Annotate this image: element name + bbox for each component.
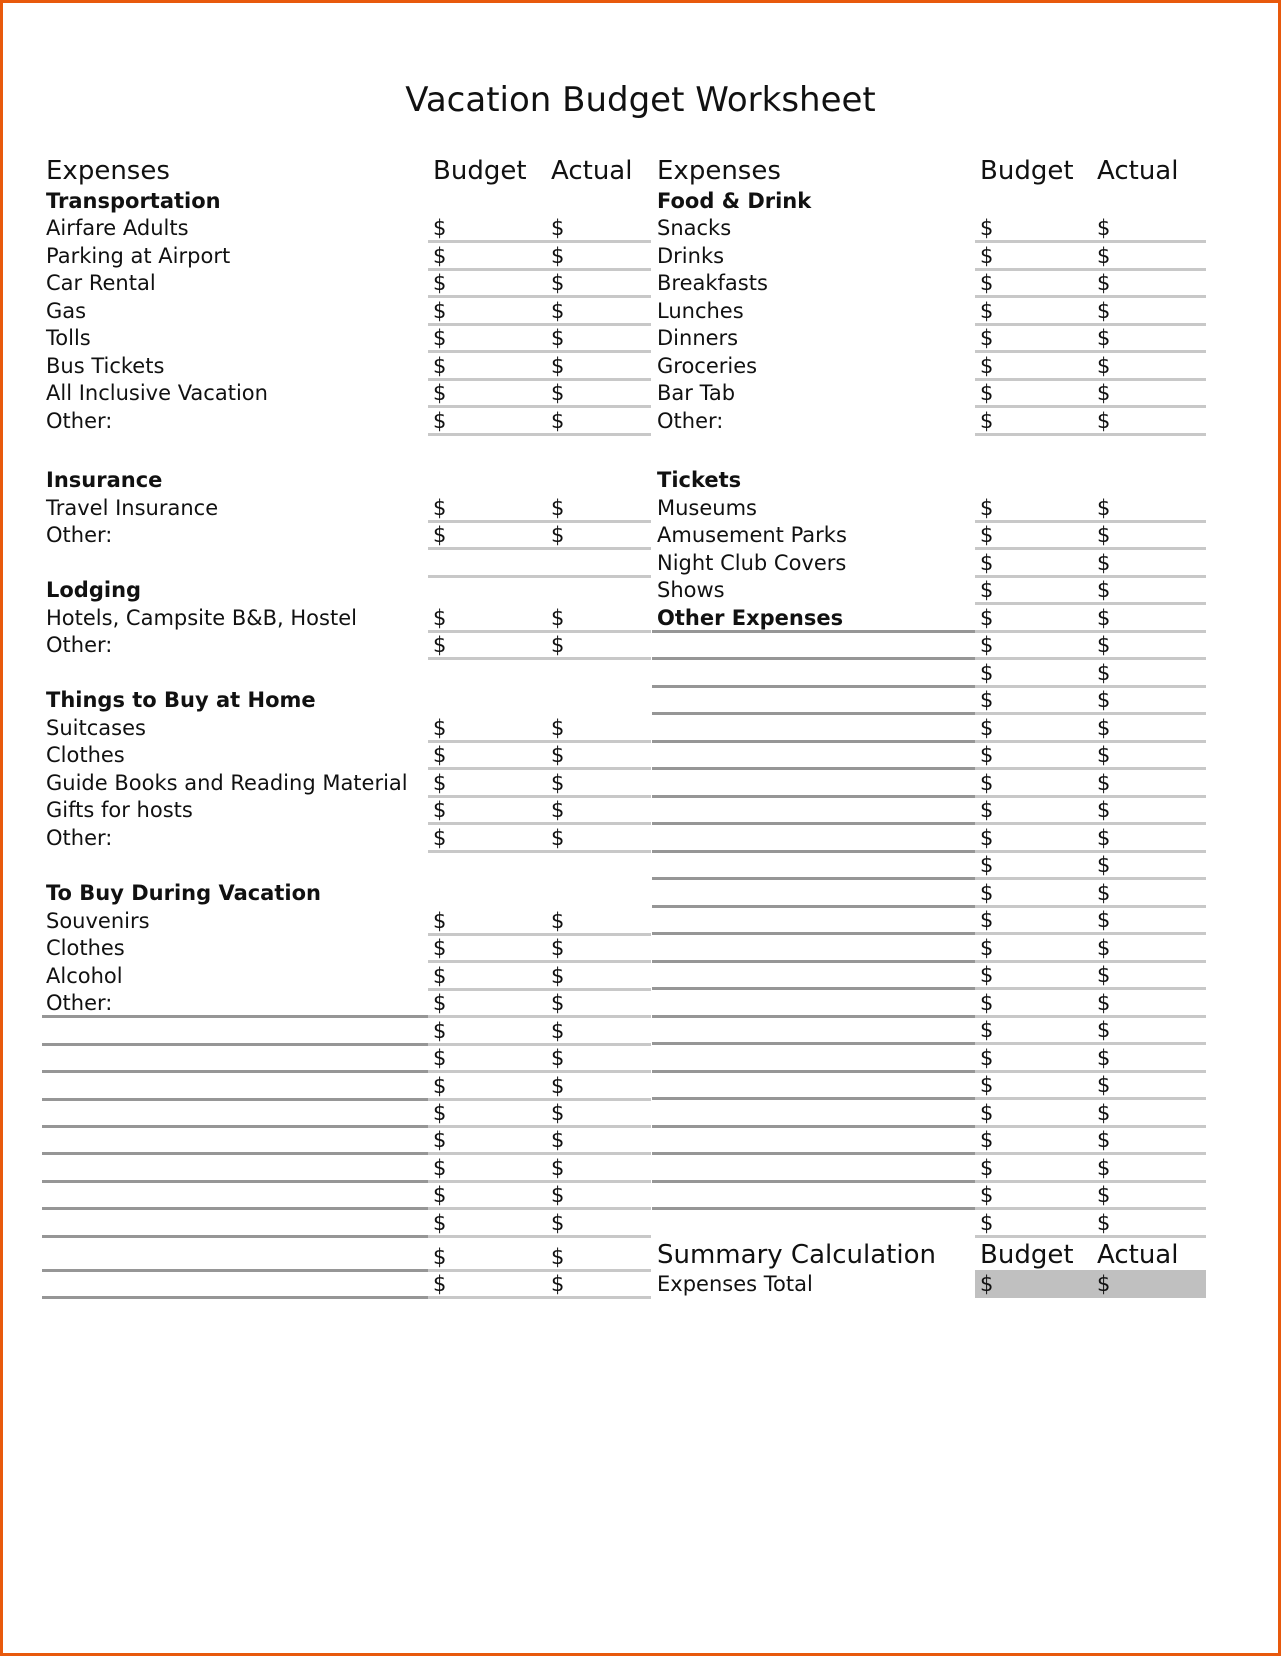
left-item-label: Alcohol <box>46 963 123 988</box>
left-item-label: Airfare Adults <box>46 216 189 241</box>
left-section-title: Things to Buy at Home <box>46 688 316 713</box>
left-expenses-header: Expenses <box>46 156 170 187</box>
row-underline <box>428 1043 651 1046</box>
row-underline <box>428 1125 651 1128</box>
row-underline <box>975 987 1206 990</box>
right-item-budget-field[interactable]: $ <box>980 243 994 268</box>
left-item-label: Other: <box>46 991 113 1016</box>
left-item-actual-field[interactable]: $ <box>551 408 565 433</box>
blank-label-underline <box>652 1070 975 1073</box>
expenses-total-cells <box>975 1270 1206 1298</box>
expenses-total-label: Expenses Total <box>657 1272 813 1297</box>
blank-label-underline <box>652 685 975 688</box>
right-item-actual-field[interactable]: $ <box>1097 408 1111 433</box>
right-blank-row-actual-field[interactable]: $ <box>1097 688 1111 713</box>
summary-title: Summary Calculation <box>657 1239 936 1270</box>
right-blank-row-actual-field[interactable]: $ <box>1097 715 1111 740</box>
row-underline <box>975 877 1206 880</box>
blank-label-underline <box>42 1207 428 1210</box>
right-item-actual-field[interactable]: $ <box>1097 550 1111 575</box>
page-title: Vacation Budget Worksheet <box>405 80 876 120</box>
right-section-title: Tickets <box>657 468 742 493</box>
row-underline <box>428 933 651 936</box>
right-blank-row-actual-field[interactable]: $ <box>1097 963 1111 988</box>
row-underline <box>975 547 1206 550</box>
right-item-label: Drinks <box>657 243 725 268</box>
left-item-actual-field[interactable]: $ <box>551 798 565 823</box>
blank-label-underline <box>652 1125 975 1128</box>
right-blank-row-actual-field[interactable]: $ <box>1097 990 1111 1015</box>
right-item-budget-field[interactable]: $ <box>980 381 994 406</box>
right-blank-row-actual-field[interactable]: $ <box>1097 880 1111 905</box>
other-expenses-row-actual-field[interactable]: $ <box>1097 605 1111 630</box>
right-actual-header: Actual <box>1097 156 1179 187</box>
left-item-budget-field[interactable]: $ <box>433 298 447 323</box>
left-item-budget-field[interactable]: $ <box>433 243 447 268</box>
left-item-budget-field[interactable]: $ <box>433 798 447 823</box>
left-item-budget-field[interactable]: $ <box>433 326 447 351</box>
row-underline <box>428 268 651 271</box>
row-underline <box>428 657 651 660</box>
row-underline <box>975 295 1206 298</box>
right-blank-row-actual-field[interactable]: $ <box>1097 908 1111 933</box>
row-underline <box>428 295 651 298</box>
right-item-label: Breakfasts <box>657 271 768 296</box>
right-blank-row-budget-field[interactable]: $ <box>980 1073 994 1098</box>
left-item-label: Other: <box>46 408 113 433</box>
blank-label-underline <box>652 850 975 853</box>
blank-label-underline <box>42 1015 428 1018</box>
left-blank-row-budget-field[interactable]: $ <box>433 1128 447 1153</box>
row-underline <box>428 1098 651 1101</box>
right-item-budget-field[interactable]: $ <box>980 550 994 575</box>
right-blank-row-budget-field[interactable]: $ <box>980 798 994 823</box>
right-item-budget-field[interactable]: $ <box>980 298 994 323</box>
row-underline <box>975 1180 1206 1183</box>
right-item-actual-field[interactable]: $ <box>1097 381 1111 406</box>
expenses-total-actual[interactable]: $ <box>1097 1272 1111 1297</box>
right-blank-row-actual-field[interactable]: $ <box>1097 1045 1111 1070</box>
row-underline <box>428 350 651 353</box>
right-item-label: Museums <box>657 495 757 520</box>
right-blank-row-actual-field[interactable]: $ <box>1097 1183 1111 1208</box>
right-expenses-header: Expenses <box>657 156 781 187</box>
left-item-actual-field[interactable]: $ <box>551 825 565 850</box>
row-underline <box>428 767 651 770</box>
left-item-label: Tolls <box>46 326 91 351</box>
blank-label-underline <box>652 877 975 880</box>
left-item-actual-field[interactable]: $ <box>551 495 565 520</box>
row-underline <box>975 268 1206 271</box>
row-underline <box>428 547 651 550</box>
right-blank-row-budget-field[interactable]: $ <box>980 825 994 850</box>
left-blank-row-actual-field[interactable]: $ <box>551 1018 565 1043</box>
left-item-actual-field[interactable]: $ <box>551 633 565 658</box>
left-item-actual-field[interactable]: $ <box>551 298 565 323</box>
right-item-actual-field[interactable]: $ <box>1097 243 1111 268</box>
blank-label-underline <box>652 712 975 715</box>
blank-label-underline <box>42 1269 428 1272</box>
right-blank-row-actual-field[interactable]: $ <box>1097 1128 1111 1153</box>
row-underline <box>975 520 1206 523</box>
row-underline <box>975 767 1206 770</box>
expenses-total-budget[interactable]: $ <box>980 1272 994 1297</box>
row-underline <box>428 1070 651 1073</box>
row-underline <box>428 433 651 436</box>
left-item-label: Gas <box>46 298 87 323</box>
left-item-budget-field[interactable]: $ <box>433 715 447 740</box>
summary-budget-header: Budget <box>980 1239 1074 1270</box>
left-item-actual-field[interactable]: $ <box>551 908 565 933</box>
row-underline <box>428 520 651 523</box>
left-blank-row-actual-field[interactable]: $ <box>551 1073 565 1098</box>
row-underline <box>428 1015 651 1018</box>
left-item-label: Car Rental <box>46 271 156 296</box>
right-blank-row-budget-field[interactable]: $ <box>980 743 994 768</box>
left-blank-row-actual-field[interactable]: $ <box>551 1128 565 1153</box>
left-blank-row-budget-field[interactable]: $ <box>433 1272 447 1297</box>
right-item-actual-field[interactable]: $ <box>1097 326 1111 351</box>
row-underline <box>975 1097 1206 1100</box>
row-underline <box>975 1125 1206 1128</box>
blank-label-underline <box>42 1125 428 1128</box>
left-blank-row-actual-field[interactable]: $ <box>551 1244 565 1269</box>
row-underline <box>975 240 1206 243</box>
left-item-label: Travel Insurance <box>46 495 219 520</box>
right-blank-row-budget-field[interactable]: $ <box>980 660 994 685</box>
row-underline <box>428 575 651 578</box>
right-item-label: Bar Tab <box>657 381 736 406</box>
right-item-label: Night Club Covers <box>657 550 847 575</box>
row-underline <box>428 960 651 963</box>
left-blank-row-budget-field[interactable]: $ <box>433 1155 447 1180</box>
right-item-budget-field[interactable]: $ <box>980 271 994 296</box>
right-item-actual-field[interactable]: $ <box>1097 578 1111 603</box>
right-blank-row-actual-field[interactable]: $ <box>1097 743 1111 768</box>
right-blank-row-actual-field[interactable]: $ <box>1097 660 1111 685</box>
right-blank-row-budget-field[interactable]: $ <box>980 963 994 988</box>
left-item-label: Other: <box>46 523 113 548</box>
right-item-actual-field[interactable]: $ <box>1097 495 1111 520</box>
row-underline <box>975 822 1206 825</box>
row-underline <box>428 630 651 633</box>
right-blank-row-actual-field[interactable]: $ <box>1097 1018 1111 1043</box>
row-underline <box>428 1235 651 1238</box>
row-underline <box>975 712 1206 715</box>
left-item-budget-field[interactable]: $ <box>433 825 447 850</box>
right-item-label: Snacks <box>657 216 732 241</box>
right-blank-row-actual-field[interactable]: $ <box>1097 770 1111 795</box>
left-blank-row-actual-field[interactable]: $ <box>551 1183 565 1208</box>
row-underline <box>975 905 1206 908</box>
left-item-label: Bus Tickets <box>46 353 165 378</box>
row-underline <box>975 657 1206 660</box>
row-underline <box>975 378 1206 381</box>
left-blank-row-budget-field[interactable]: $ <box>433 1018 447 1043</box>
right-blank-row-actual-field[interactable]: $ <box>1097 825 1111 850</box>
left-item-label: Suitcases <box>46 715 146 740</box>
right-item-budget-field[interactable]: $ <box>980 523 994 548</box>
blank-label-underline <box>652 905 975 908</box>
left-item-budget-field[interactable]: $ <box>433 991 447 1016</box>
left-item-budget-field[interactable]: $ <box>433 495 447 520</box>
left-actual-header: Actual <box>551 156 633 187</box>
blank-label-underline <box>42 1152 428 1155</box>
left-item-actual-field[interactable]: $ <box>551 216 565 241</box>
row-underline <box>428 378 651 381</box>
left-item-budget-field[interactable]: $ <box>433 936 447 961</box>
blank-label-underline <box>652 932 975 935</box>
right-item-budget-field[interactable]: $ <box>980 326 994 351</box>
row-underline <box>428 1152 651 1155</box>
right-blank-row-actual-field[interactable]: $ <box>1097 1073 1111 1098</box>
left-item-budget-field[interactable]: $ <box>433 381 447 406</box>
right-blank-row-budget-field[interactable]: $ <box>980 1045 994 1070</box>
left-item-label: Other: <box>46 825 113 850</box>
left-item-budget-field[interactable]: $ <box>433 353 447 378</box>
row-underline <box>975 323 1206 326</box>
right-blank-row-budget-field[interactable]: $ <box>980 1018 994 1043</box>
blank-label-underline <box>652 1152 975 1155</box>
row-underline <box>428 1296 651 1299</box>
row-underline <box>428 822 651 825</box>
left-item-actual-field[interactable]: $ <box>551 743 565 768</box>
row-underline <box>975 630 1206 633</box>
left-item-budget-field[interactable]: $ <box>433 770 447 795</box>
row-underline <box>975 1152 1206 1155</box>
right-blank-row-budget-field[interactable]: $ <box>980 1155 994 1180</box>
blank-label-underline <box>42 1296 428 1299</box>
right-item-label: Other: <box>657 408 724 433</box>
right-item-actual-field[interactable]: $ <box>1097 298 1111 323</box>
row-underline <box>975 932 1206 935</box>
row-underline <box>975 350 1206 353</box>
left-blank-row-actual-field[interactable]: $ <box>551 1210 565 1235</box>
right-item-label: Lunches <box>657 298 744 323</box>
left-item-budget-field[interactable]: $ <box>433 523 447 548</box>
right-item-actual-field[interactable]: $ <box>1097 523 1111 548</box>
right-section-title: Food & Drink <box>657 188 812 213</box>
right-item-label: Amusement Parks <box>657 523 847 548</box>
row-underline <box>428 1180 651 1183</box>
row-underline <box>975 685 1206 688</box>
left-item-actual-field[interactable]: $ <box>551 271 565 296</box>
left-item-actual-field[interactable]: $ <box>551 605 565 630</box>
row-underline <box>428 850 651 853</box>
row-underline <box>975 1015 1206 1018</box>
left-blank-row-budget-field[interactable]: $ <box>433 1101 447 1126</box>
blank-label-underline <box>652 657 975 660</box>
right-blank-row-actual-field[interactable]: $ <box>1097 853 1111 878</box>
right-blank-row-actual-field[interactable]: $ <box>1097 1155 1111 1180</box>
left-blank-row-budget-field[interactable]: $ <box>433 1210 447 1235</box>
right-blank-row-actual-field[interactable]: $ <box>1097 1100 1111 1125</box>
row-underline <box>428 795 651 798</box>
row-underline <box>975 850 1206 853</box>
left-item-actual-field[interactable]: $ <box>551 963 565 988</box>
right-item-budget-field[interactable]: $ <box>980 353 994 378</box>
row-underline <box>975 795 1206 798</box>
row-underline <box>428 1269 651 1272</box>
right-item-label: Dinners <box>657 326 739 351</box>
blank-label-underline <box>42 1043 428 1046</box>
blank-label-underline <box>652 822 975 825</box>
right-blank-row-budget-field[interactable]: $ <box>980 853 994 878</box>
left-item-label: Other: <box>46 633 113 658</box>
left-item-actual-field[interactable]: $ <box>551 523 565 548</box>
right-item-label: Shows <box>657 578 725 603</box>
left-blank-row-budget-field[interactable]: $ <box>433 1244 447 1269</box>
left-blank-row-budget-field[interactable]: $ <box>433 1046 447 1071</box>
left-section-title: Insurance <box>46 468 163 493</box>
blank-label-underline <box>42 1180 428 1183</box>
row-underline <box>428 323 651 326</box>
left-section-title: Transportation <box>46 188 221 213</box>
row-underline <box>975 1207 1206 1210</box>
right-blank-row-budget-field[interactable]: $ <box>980 908 994 933</box>
left-section-title: Lodging <box>46 578 142 603</box>
blank-label-underline <box>652 1097 975 1100</box>
row-underline <box>975 1235 1206 1238</box>
blank-label-underline <box>42 1098 428 1101</box>
blank-label-underline <box>652 1042 975 1045</box>
left-item-actual-field[interactable]: $ <box>551 770 565 795</box>
left-item-actual-field[interactable]: $ <box>551 991 565 1016</box>
row-underline <box>428 405 651 408</box>
right-blank-row-budget-field[interactable]: $ <box>980 1183 994 1208</box>
left-item-actual-field[interactable]: $ <box>551 243 565 268</box>
right-item-budget-field[interactable]: $ <box>980 216 994 241</box>
row-underline <box>975 433 1206 436</box>
left-blank-row-budget-field[interactable]: $ <box>433 1073 447 1098</box>
right-blank-row-actual-field[interactable]: $ <box>1097 935 1111 960</box>
left-budget-header: Budget <box>433 156 527 187</box>
blank-label-underline <box>652 1015 975 1018</box>
other-expenses-row-budget-field[interactable]: $ <box>980 605 994 630</box>
left-item-actual-field[interactable]: $ <box>551 326 565 351</box>
blank-label-underline <box>652 987 975 990</box>
row-underline <box>428 1207 651 1210</box>
row-underline <box>975 740 1206 743</box>
left-item-budget-field[interactable]: $ <box>433 633 447 658</box>
blank-label-underline <box>42 1070 428 1073</box>
blank-label-underline <box>652 1207 975 1210</box>
right-blank-row-budget-field[interactable]: $ <box>980 1128 994 1153</box>
row-underline <box>428 988 651 991</box>
right-blank-row-budget-field[interactable]: $ <box>980 990 994 1015</box>
row-underline <box>975 405 1206 408</box>
left-item-budget-field[interactable]: $ <box>433 408 447 433</box>
right-section-title: Other Expenses <box>657 605 844 630</box>
right-item-actual-field[interactable]: $ <box>1097 271 1111 296</box>
row-underline <box>975 960 1206 963</box>
right-budget-header: Budget <box>980 156 1074 187</box>
left-blank-row-budget-field[interactable]: $ <box>433 1183 447 1208</box>
left-item-label: All Inclusive Vacation <box>46 381 268 406</box>
left-blank-row-actual-field[interactable]: $ <box>551 1155 565 1180</box>
right-blank-row-budget-field[interactable]: $ <box>980 688 994 713</box>
left-item-actual-field[interactable]: $ <box>551 353 565 378</box>
left-item-label: Clothes <box>46 936 125 961</box>
row-underline <box>975 1042 1206 1045</box>
left-blank-row-actual-field[interactable]: $ <box>551 1272 565 1297</box>
blank-label-underline <box>42 1235 428 1238</box>
left-item-actual-field[interactable]: $ <box>551 936 565 961</box>
right-blank-row-actual-field[interactable]: $ <box>1097 633 1111 658</box>
right-blank-row-budget-field[interactable]: $ <box>980 1100 994 1125</box>
row-underline <box>428 240 651 243</box>
left-item-label: Clothes <box>46 743 125 768</box>
right-item-label: Groceries <box>657 353 758 378</box>
blank-label-underline <box>652 767 975 770</box>
row-underline <box>975 575 1206 578</box>
blank-label-underline <box>652 1180 975 1183</box>
right-item-budget-field[interactable]: $ <box>980 495 994 520</box>
right-blank-row-actual-field[interactable]: $ <box>1097 1210 1111 1235</box>
right-blank-row-budget-field[interactable]: $ <box>980 715 994 740</box>
left-blank-row-actual-field[interactable]: $ <box>551 1046 565 1071</box>
left-item-label: Gifts for hosts <box>46 798 193 823</box>
left-item-label: Parking at Airport <box>46 243 231 268</box>
right-blank-row-budget-field[interactable]: $ <box>980 880 994 905</box>
row-underline <box>975 602 1206 605</box>
left-section-title: To Buy During Vacation <box>46 881 321 906</box>
right-blank-row-budget-field[interactable]: $ <box>980 633 994 658</box>
left-item-label: Souvenirs <box>46 908 150 933</box>
left-item-budget-field[interactable]: $ <box>433 963 447 988</box>
right-item-actual-field[interactable]: $ <box>1097 353 1111 378</box>
left-item-label: Hotels, Campsite B&B, Hostel <box>46 605 357 630</box>
row-underline <box>428 740 651 743</box>
left-item-budget-field[interactable]: $ <box>433 216 447 241</box>
left-item-budget-field[interactable]: $ <box>433 271 447 296</box>
right-blank-row-budget-field[interactable]: $ <box>980 1210 994 1235</box>
left-item-budget-field[interactable]: $ <box>433 908 447 933</box>
right-blank-row-budget-field[interactable]: $ <box>980 770 994 795</box>
row-underline <box>975 1070 1206 1073</box>
left-item-actual-field[interactable]: $ <box>551 715 565 740</box>
summary-actual-header: Actual <box>1097 1239 1179 1270</box>
left-item-label: Guide Books and Reading Material <box>46 770 408 795</box>
left-item-budget-field[interactable]: $ <box>433 605 447 630</box>
blank-label-underline <box>652 960 975 963</box>
right-blank-row-budget-field[interactable]: $ <box>980 935 994 960</box>
right-item-budget-field[interactable]: $ <box>980 408 994 433</box>
right-item-budget-field[interactable]: $ <box>980 578 994 603</box>
left-item-actual-field[interactable]: $ <box>551 381 565 406</box>
blank-label-underline <box>652 795 975 798</box>
blank-label-underline <box>652 740 975 743</box>
left-blank-row-actual-field[interactable]: $ <box>551 1101 565 1126</box>
left-item-budget-field[interactable]: $ <box>433 743 447 768</box>
right-blank-row-actual-field[interactable]: $ <box>1097 798 1111 823</box>
right-item-actual-field[interactable]: $ <box>1097 216 1111 241</box>
blank-label-underline <box>652 630 975 633</box>
